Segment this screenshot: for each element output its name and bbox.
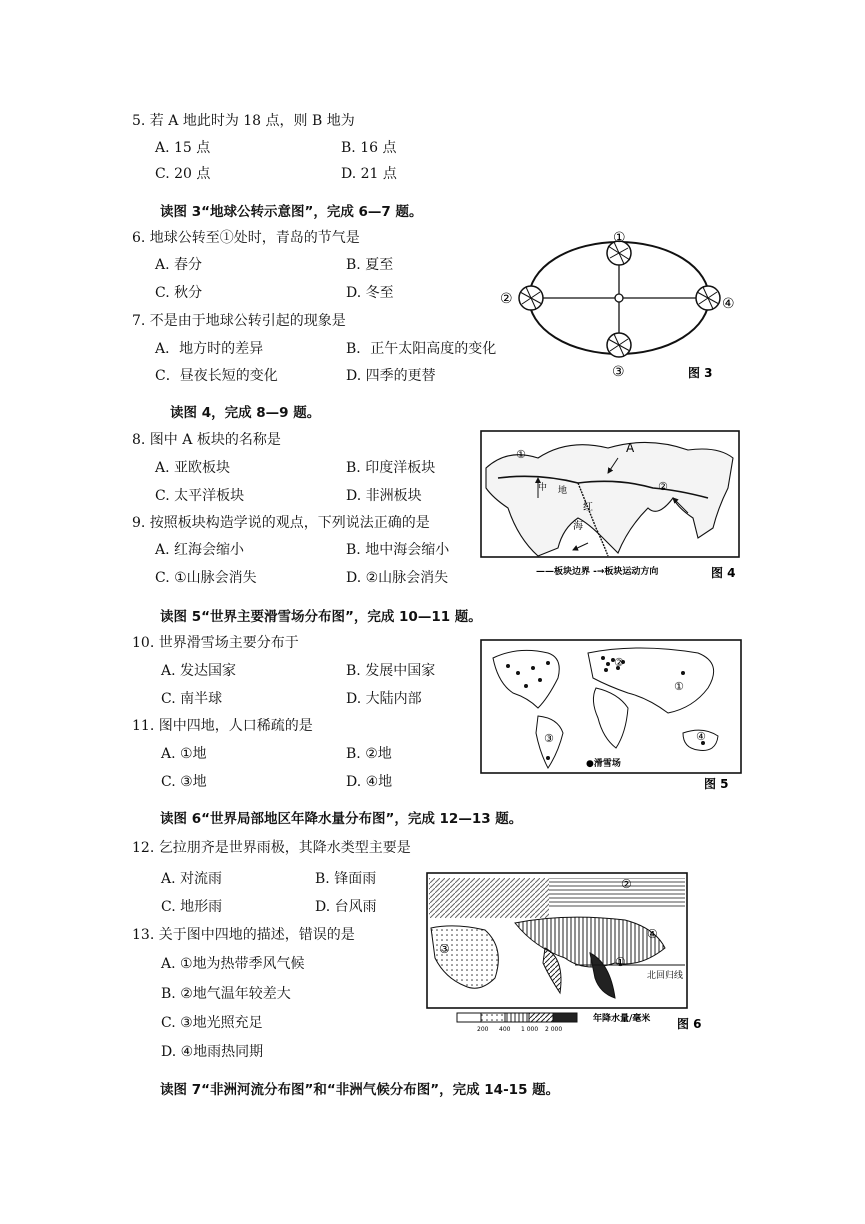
fig6-marker-4: ④ [647,927,658,941]
figure-3-orbit-diagram [498,220,738,385]
fig4-label: 图 4 [711,566,736,580]
option-12c: C. 地形雨 [161,899,223,915]
question-12-stem: 12. 乞拉朋齐是世界雨极，其降水类型主要是 [132,840,411,856]
fig3-marker-1: ① [613,230,626,246]
option-8a: A. 亚欧板块 [155,460,231,476]
option-12d: D. 台风雨 [315,899,377,915]
fig3-label: 图 3 [688,366,713,380]
fig6-marker-1: ① [615,955,626,969]
fig6-tropic-label: 北回归线 [647,971,684,981]
fig4-marker-1: ① [516,448,526,461]
earth-globe-bottom [607,333,631,357]
fig5-marker-2: ② [614,656,624,669]
option-12a: A. 对流雨 [161,871,223,887]
fig5-label: 图 5 [704,777,729,791]
section-heading-fig5: 读图 5“世界主要滑雪场分布图”，完成 10—11 题。 [160,609,482,625]
section-heading-fig6: 读图 6“世界局部地区年降水量分布图”，完成 12—13 题。 [160,811,523,827]
option-9a: A. 红海会缩小 [155,542,245,558]
question-11-stem: 11. 图中四地，人口稀疏的是 [132,718,313,734]
fig5-marker-4: ④ [696,730,706,743]
fig3-marker-2: ② [500,291,513,307]
option-10d: D. 大陆内部 [346,691,422,707]
option-9c: C. ①山脉会消失 [155,570,257,586]
option-7a: A．地方时的差异 [155,341,264,357]
fig4-marker-2: ② [658,480,668,493]
question-8-stem: 8. 图中 A 板块的名称是 [132,432,281,448]
option-6d: D. 冬至 [346,285,394,301]
option-13a: A. ①地为热带季风气候 [161,956,305,972]
option-5b: B. 16 点 [341,140,397,156]
option-7b: B．正午太阳高度的变化 [346,341,497,357]
option-5c: C. 20 点 [155,166,211,182]
option-9d: D. ②山脉会消失 [346,570,449,586]
fig6-marker-2: ② [621,877,632,891]
fig4-label-land: 地 [558,486,568,496]
fig4-plate-a: A [626,441,635,455]
fig4-legend: ——板块边界 -→板块运动方向 [536,567,659,577]
fig6-scale-400: 400 [499,1026,511,1033]
fig6-scale-1000: 1 000 [521,1026,539,1033]
option-13d: D. ④地雨热同期 [161,1044,264,1060]
figure-4-plate-map [478,428,748,583]
fig4-label-sea: 海 [573,521,583,532]
earth-globe-right [696,286,720,310]
option-13c: C. ③地光照充足 [161,1015,263,1031]
option-6c: C. 秋分 [155,285,203,301]
fig6-marker-3: ③ [439,942,450,956]
fig4-label-red: 红 [583,502,593,513]
fig5-legend: ●滑雪场 [586,759,621,769]
option-5a: A. 15 点 [155,140,211,156]
option-6b: B. 夏至 [346,257,394,273]
option-5d: D. 21 点 [341,166,397,182]
question-10-stem: 10. 世界滑雪场主要分布于 [132,635,299,651]
fig6-legend: 年降水量/毫米 [593,1014,651,1024]
fig6-scale-200: 200 [477,1026,489,1033]
fig5-marker-1: ① [674,680,684,693]
section-heading-fig7: 读图 7“非洲河流分布图”和“非洲气候分布图”，完成 14-15 题。 [160,1082,560,1098]
option-10b: B. 发展中国家 [346,663,436,679]
option-9b: B. 地中海会缩小 [346,542,450,558]
option-12b: B. 锋面雨 [315,871,377,887]
option-10a: A. 发达国家 [161,663,237,679]
fig3-marker-3: ③ [612,364,625,380]
option-11c: C. ③地 [161,774,207,790]
fig6-scale-bar [457,1013,577,1022]
question-13-stem: 13. 关于图中四地的描述，错误的是 [132,927,355,943]
question-7-stem: 7. 不是由于地球公转引起的现象是 [132,313,346,329]
section-heading-fig4: 读图 4，完成 8—9 题。 [170,405,321,421]
option-8b: B. 印度洋板块 [346,460,436,476]
option-11b: B. ②地 [346,746,392,762]
question-5-stem: 5. 若 A 地此时为 18 点，则 B 地为 [132,113,355,129]
earth-globe-left [519,286,543,310]
fig6-scale-2000: 2 000 [545,1026,563,1033]
option-8d: D. 非洲板块 [346,488,422,504]
option-10c: C. 南半球 [161,691,223,707]
option-6a: A. 春分 [155,257,203,273]
fig6-label: 图 6 [677,1017,702,1031]
question-6-stem: 6. 地球公转至①处时，青岛的节气是 [132,230,360,246]
figure-6-precipitation-map [425,868,715,1038]
option-8c: C. 太平洋板块 [155,488,245,504]
option-11a: A. ①地 [161,746,207,762]
fig5-marker-3: ③ [544,732,554,745]
section-heading-fig3: 读图 3“地球公转示意图”，完成 6—7 题。 [160,204,423,220]
question-9-stem: 9. 按照板块构造学说的观点，下列说法正确的是 [132,515,430,531]
option-7c: C．昼夜长短的变化 [155,368,278,384]
option-13b: B. ②地气温年较差大 [161,986,291,1002]
fig4-label-mid: 中 [538,483,548,493]
option-7d: D. 四季的更替 [346,368,436,384]
fig3-marker-4: ④ [722,296,735,312]
figure-5-ski-map [478,638,748,794]
option-11d: D. ④地 [346,774,393,790]
